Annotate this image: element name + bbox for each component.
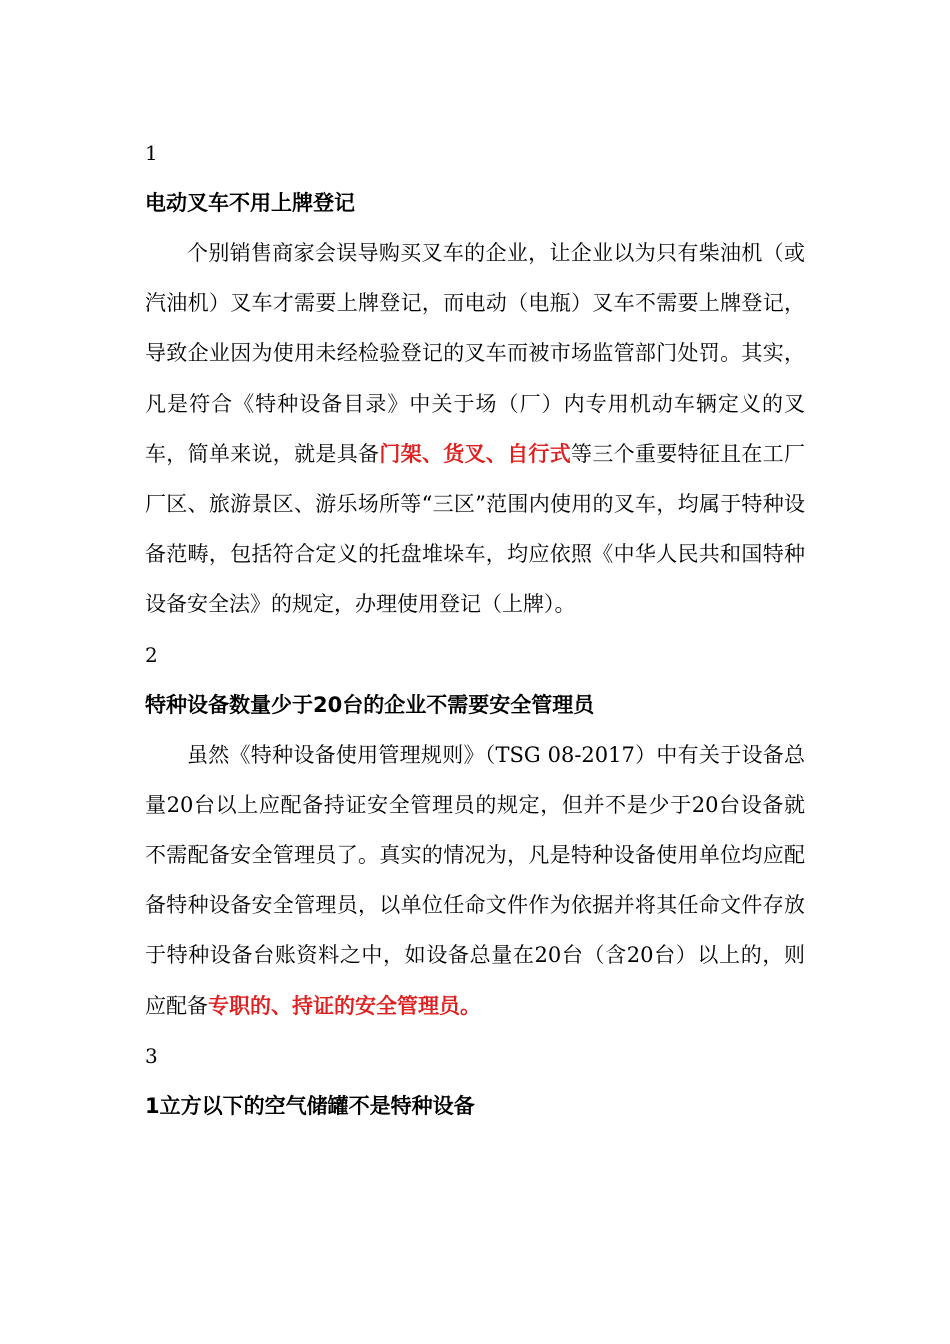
paragraph-text: 个别销售商家会误导购买叉车的企业，让企业以为只有柴油机（或汽油机）叉车才需要上牌登记，而电动（电瓶）叉车不需要上牌登记，导致企业因为使用未经检验登记的叉车而被市场监管部门处罚。其实，凡是符合《特种设备目录》中关于场（厂）内专用机动车辆定义的叉车，简单来说，就是具备: [145, 241, 805, 466]
paragraph-text: 等三个重要特征且在工厂厂区、旅游景区、游乐场所等“三区”范围内使用的叉车，均属于特种设备范畴，包括符合定义的托盘堆垛车，均应依照《中华人民共和国特种设备安全法》的规定，办理使用登记（上牌）。: [145, 441, 806, 617]
section-heading: 特种设备数量少于20台的企业不需要安全管理员: [145, 692, 595, 717]
section-paragraph: [145, 228, 805, 630]
paragraph-text: 虽然《特种设备使用管理规则》（TSG 08-2017）中有关于设备总量20台以上应配备持证安全管理员的规定，但并不是少于20台设备就不需配备安全管理员了。真实的情况为，凡是特种设备使用单位均应配备特种设备安全管理员，以单位任命文件作为依据并将其任命文件存放于特种设备台账资料之中，如设备总量在20台（含20台）以上的，则应配备: [145, 742, 805, 1018]
section-paragraph: [145, 730, 805, 1031]
highlighted-text: 门架、货叉、自行式: [379, 441, 572, 466]
section-heading: 1立方以下的空气储罐不是特种设备: [145, 1093, 475, 1118]
section-number: 3: [145, 1043, 158, 1068]
section-number: 2: [145, 642, 158, 667]
highlighted-text: 专职的、持证的安全管理员。: [208, 993, 481, 1018]
document-body: [145, 128, 805, 1131]
section-number: 1: [145, 141, 158, 165]
section-heading: 电动叉车不用上牌登记: [145, 191, 355, 215]
